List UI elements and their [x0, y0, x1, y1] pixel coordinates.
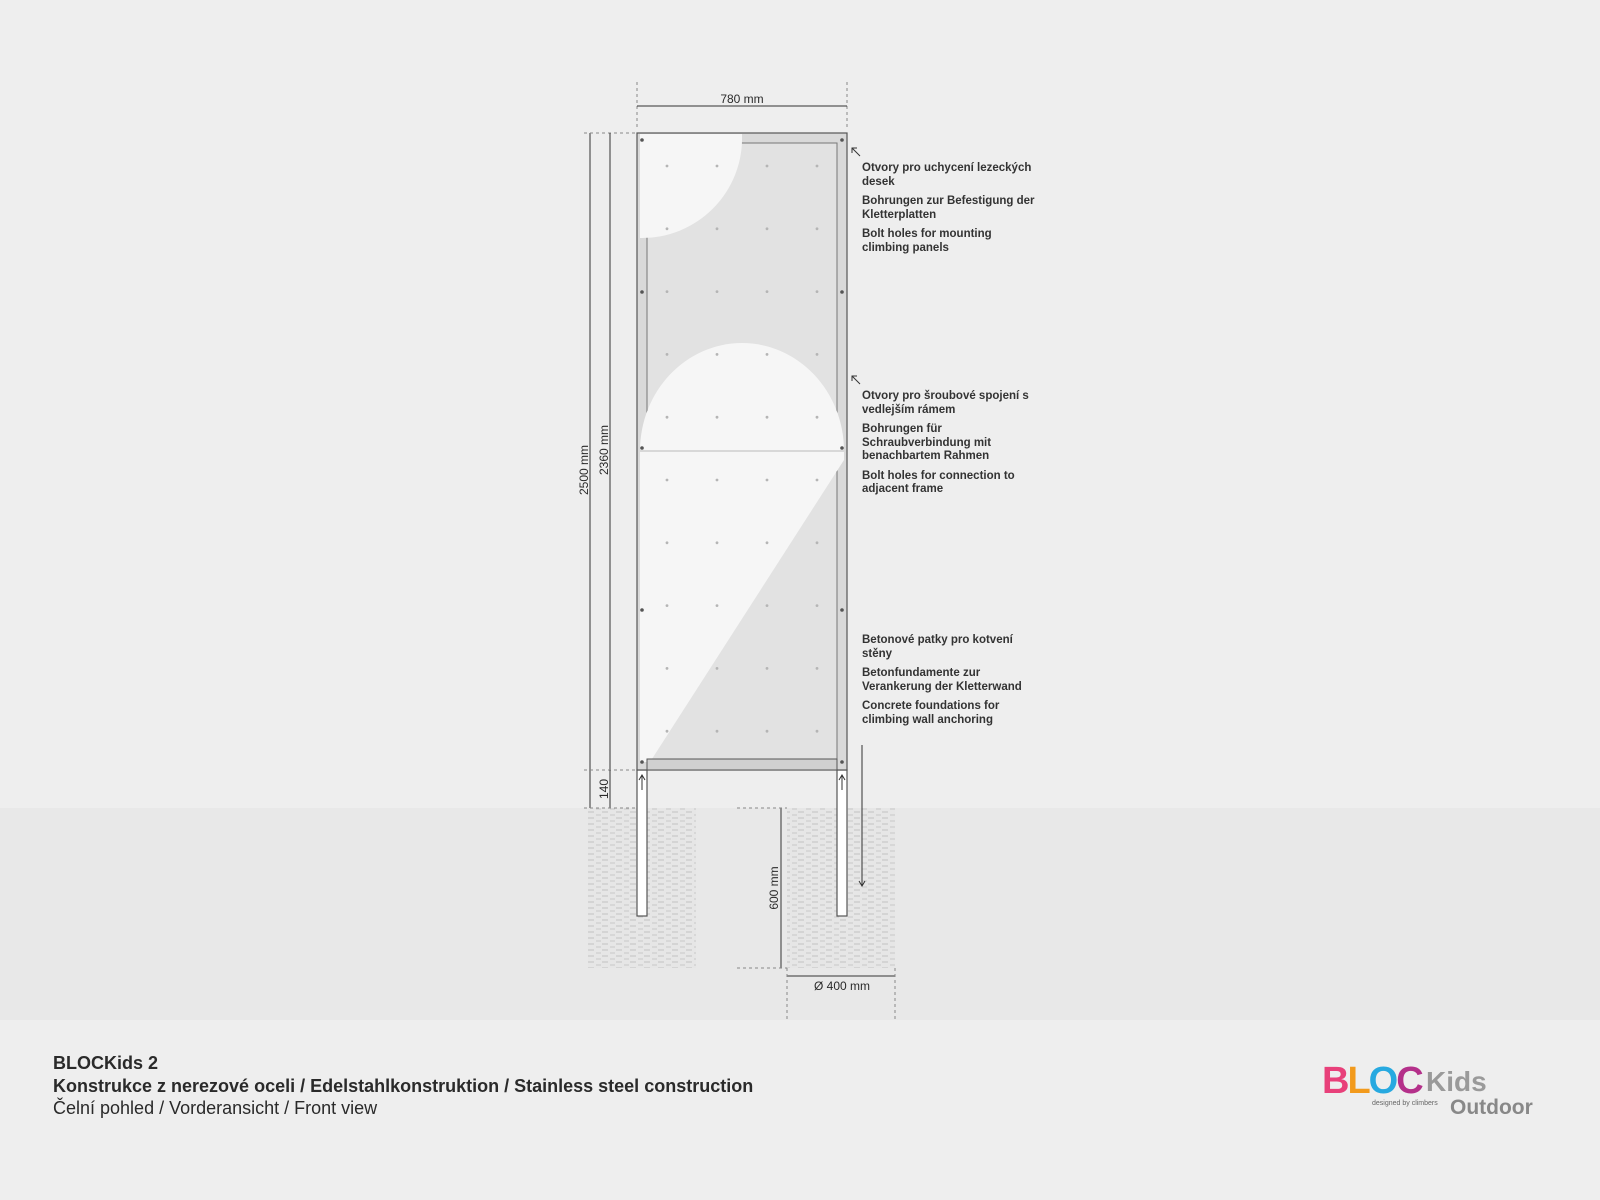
panel-bolt-hole [816, 604, 819, 607]
panel-bolt-hole [816, 667, 819, 670]
panel-bolt-hole [816, 165, 819, 168]
panel-bolt-hole [816, 416, 819, 419]
panel-bolt-hole [716, 227, 719, 230]
panel-bolt-hole [766, 667, 769, 670]
panel-bolt-hole [666, 353, 669, 356]
frame-bolt-hole [840, 760, 844, 764]
panel-bolt-hole [666, 604, 669, 607]
frame-bolt-hole [840, 446, 844, 450]
panel-bolt-hole [666, 730, 669, 733]
note-panel-holes-de: Bohrungen zur Befestigung der Kletterplatten [862, 195, 1035, 221]
note-frame-holes-de: Bohrungen für Schraubverbindung mit benachbartem Rahmen [862, 423, 992, 462]
panel-bolt-hole [816, 730, 819, 733]
frame-bolt-hole [640, 138, 644, 142]
frame-bolt-hole [640, 446, 644, 450]
panel-bolt-hole [766, 290, 769, 293]
panel-bolt-hole [666, 479, 669, 482]
panel-bolt-hole [716, 541, 719, 544]
panel-bolt-hole [716, 667, 719, 670]
note-foundations-cz: Betonové patky pro kotvení stěny [862, 634, 1013, 660]
panel-bolt-hole [716, 416, 719, 419]
panel-bolt-hole [816, 541, 819, 544]
logo-outdoor: Outdoor [1450, 1096, 1533, 1119]
panel-bolt-hole [766, 479, 769, 482]
post-arrows [639, 775, 845, 790]
panel-bolt-hole [766, 730, 769, 733]
panel-bolt-hole [716, 730, 719, 733]
panel-bolt-hole [666, 165, 669, 168]
construction-subtitle: Konstrukce z nerezové oceli / Edelstahlkonstruktion / Stainless steel construction [53, 1075, 754, 1096]
panel-bolt-hole [766, 353, 769, 356]
panel-bolt-hole [716, 604, 719, 607]
dim-leg: 140 [597, 778, 611, 800]
note-foundations-en: Concrete foundations for climbing wall anchoring [862, 700, 1000, 726]
view-label: Čelní pohled / Vorderansicht / Front view [53, 1098, 378, 1118]
note-frame-holes [862, 390, 1042, 503]
panel-bolt-hole [666, 667, 669, 670]
frame-bolt-hole [640, 608, 644, 612]
panel-bolt-hole [766, 165, 769, 168]
panel-bolt-hole [666, 541, 669, 544]
panel-bolt-hole [716, 479, 719, 482]
panel-bolt-hole [766, 604, 769, 607]
panel-bolt-hole [766, 541, 769, 544]
dim-width: 780 mm [720, 92, 764, 106]
product-title: BLOCKids 2 [53, 1053, 159, 1073]
panel-bolt-hole [816, 479, 819, 482]
panel-bolt-hole [766, 227, 769, 230]
panel-bolt-hole [816, 227, 819, 230]
dim-foundation-diameter: Ø 400 mm [813, 979, 871, 993]
bottom-crossbar [647, 759, 837, 770]
panel-bolt-hole [666, 227, 669, 230]
panel-bolt-hole [816, 290, 819, 293]
frame-bolt-hole [640, 760, 644, 764]
post-right-buried [837, 770, 847, 916]
panel-bolt-hole [666, 290, 669, 293]
note-foundations-de: Betonfundamente zur Verankerung der Kletterwand [862, 667, 1022, 693]
logo-letter-b: B [1322, 1060, 1348, 1102]
post-left-buried [637, 770, 647, 916]
frame-bolt-hole [840, 138, 844, 142]
note-foundations [862, 634, 1042, 733]
note-panel-holes-cz: Otvory pro uchycení lezeckých desek [862, 162, 1032, 188]
panel-bolt-hole [716, 165, 719, 168]
footer [53, 1052, 753, 1120]
logo-letter-c: C [1396, 1060, 1422, 1102]
logo-letter-o: O [1368, 1060, 1397, 1102]
panel-bolt-hole [716, 290, 719, 293]
dim-panel-height: 2360 mm [597, 424, 611, 476]
panel-bolt-hole [766, 416, 769, 419]
panel-bolt-hole [816, 353, 819, 356]
logo-letter-l: L [1347, 1060, 1369, 1102]
frame-bolt-hole [840, 290, 844, 294]
note-frame-holes-cz: Otvory pro šroubové spojení s vedlejším rámem [862, 390, 1029, 416]
note-panel-holes-en: Bolt holes for mounting climbing panels [862, 228, 992, 254]
note-frame-holes-en: Bolt holes for connection to adjacent frame [862, 469, 1015, 495]
panel-bolt-hole [716, 353, 719, 356]
logo-kids: Kids [1426, 1066, 1487, 1097]
logo-tagline: designed by climbers [1372, 1100, 1438, 1107]
dim-total-height: 2500 mm [577, 444, 591, 496]
note-panel-holes [862, 162, 1042, 261]
panel-bolt-hole [666, 416, 669, 419]
blockids-logo [1322, 1062, 1554, 1122]
dim-foundation-depth: 600 mm [767, 866, 781, 910]
frame-bolt-hole [840, 608, 844, 612]
frame-bolt-hole [640, 290, 644, 294]
logo-bloc [1322, 1062, 1422, 1100]
